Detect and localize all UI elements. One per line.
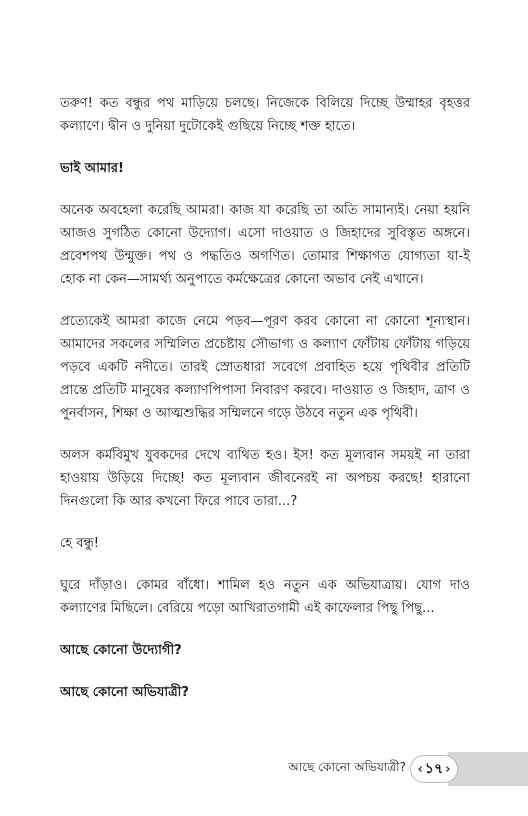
paragraph-1: তরুণ! কত বন্ধুর পথ মাড়িয়ে চলছে। নিজেকে বিলিয়ে দিচ্ছে উম্মাহর বৃহত্তর কল্যাণে। দ্বীন ও দুনিয়া দুটোকেই গুছিয়ে নিচ্ছে শক্ত হাতে। bbox=[60, 96, 470, 134]
paragraph-2: অনেক অবহেলা করেছি আমরা। কাজ যা করেছি তা অতি সামান্যই। নেয়া হয়নি আজও সুগঠিত কোনো উদ্যোগ। এসো দাওয়াত ও জিহাদের সুবিস্তৃত অঙ্গনে। প্রবেশপথ উন্মুক্ত। পথ ও পদ্ধতিও অগণিত। তোমার শিক্ষাগত যোগ্যতা যা-ই হোক না কেন—সামর্থ্য অনুপাতে কর্মক্ষেত্রের কোনো অভাব নেই এখানে। bbox=[60, 203, 470, 287]
page-body bbox=[60, 92, 470, 723]
paragraph-5: ঘুরে দাঁড়াও। কোমর বাঁধো। শামিল হও নতুন এক অভিযাত্রায়। যোগ দাও কল্যাণের মিছিলে। বেরিয়ে পড়ো আখিরাতগামী এই কাফেলার পিছু পিছু... bbox=[60, 578, 470, 616]
paragraph-friend: হে বন্ধু! bbox=[60, 536, 99, 551]
footer-bar bbox=[448, 752, 528, 786]
running-title: আছে কোনো অভিযাত্রী? bbox=[288, 760, 406, 774]
paragraph-4: অলস কর্মবিমুখ যুবকদের দেখে ব্যথিত হও। ইস! কত মূল্যবান সময়ই না তারা হাওয়ায় উড়িয়ে দিচ্ছে! কত মূল্যবান জীবনেরই না অপচয় করছে! হারানো দিনগুলো কি আর কখনো ফিরে পাবে তারা...? bbox=[60, 448, 470, 509]
paragraph-3: প্রত্যেকেই আমরা কাজে নেমে পড়ব—পূরণ করব কোনো না কোনো শূন্যস্থান। আমাদের সকলের সম্মিলিত প্রচেষ্টায় সৌভাগ্য ও কল্যাণ ফোঁটায় ফোঁটায় গড়িয়ে পড়বে একটি নদীতে। তারই স্রোতধারা সবেগে প্রবাহিত হয়ে পৃথিবীর প্রতিটি প্রান্তে প্রতিটি মানুষের কল্যাণপিপাসা নিবারণ করবে। দাওয়াত ও জিহাদ, ত্রাণ ও পুনর্বাসন, শিক্ষা ও আত্মশুদ্ধির সম্মিলনে গড়ে উঠবে নতুন এক পৃথিবী। bbox=[60, 314, 470, 421]
chevron-right-icon: › bbox=[445, 761, 451, 777]
page-number: ১৭ bbox=[424, 761, 444, 777]
question-traveler: আছে কোনো অভিযাত্রী? bbox=[60, 685, 189, 700]
page-footer bbox=[0, 752, 528, 786]
page-number-badge bbox=[410, 755, 458, 783]
question-initiative: আছে কোনো উদ্যোগী? bbox=[60, 643, 182, 658]
chevron-left-icon: ‹ bbox=[417, 761, 423, 777]
heading-brother: ভাই আমার! bbox=[60, 161, 124, 176]
